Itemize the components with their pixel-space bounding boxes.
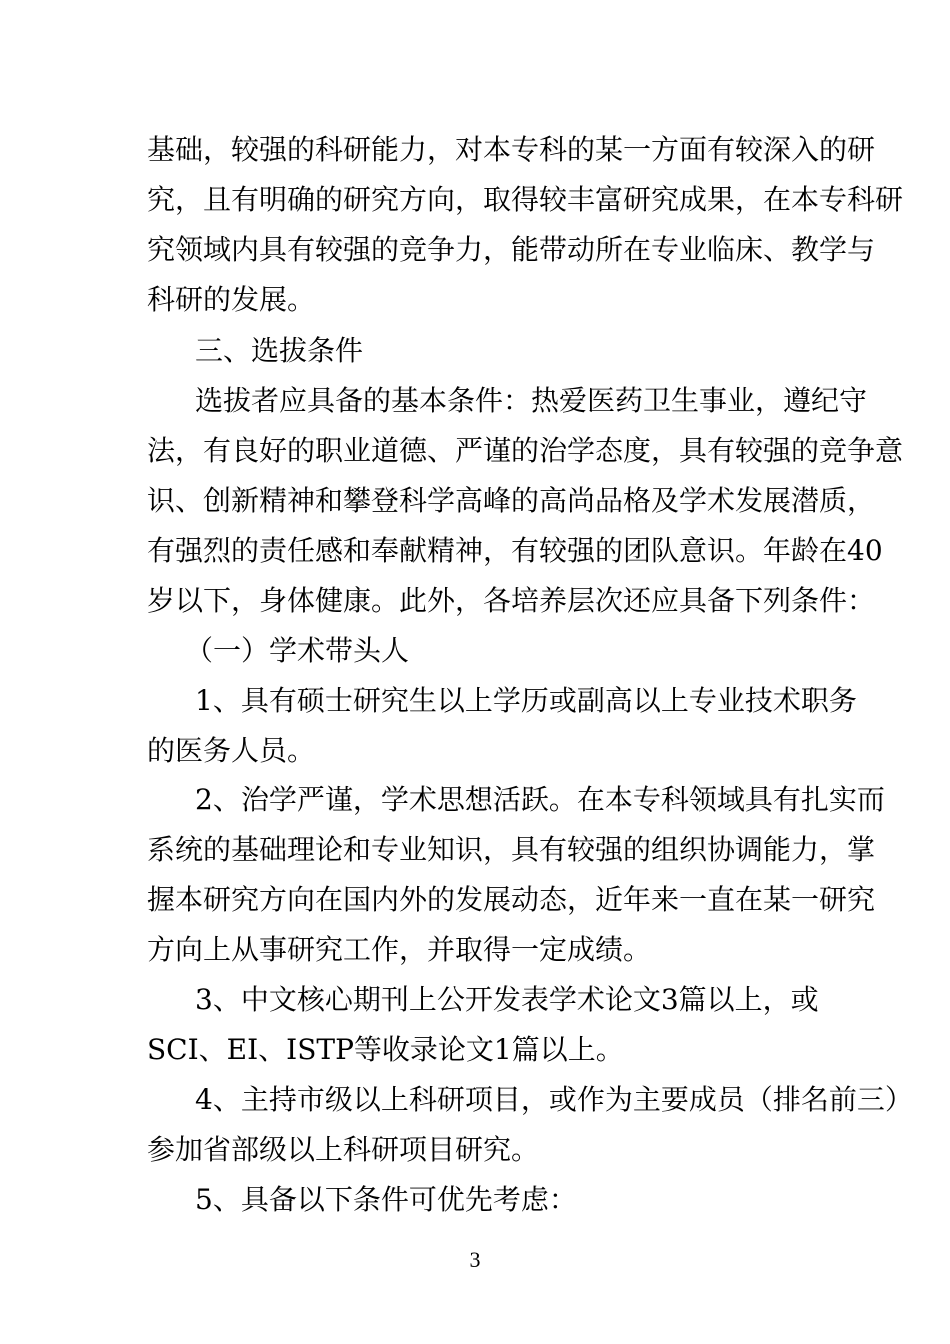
subsection-heading: （一）学术带头人 [185,634,410,667]
body-line: 握本研究方向在国内外的发展动态，近年来一直在某一研究 [147,883,876,916]
body-line: 有强烈的责任感和奉献精神，有较强的团队意识。年龄在40 [147,534,883,567]
body-line: 的医务人员。 [147,734,316,767]
page-number: 3 [469,1247,481,1272]
body-line: 参加省部级以上科研项目研究。 [147,1133,540,1166]
body-line: 科研的发展。 [147,283,316,316]
body-line: SCI、EI、ISTP等收录论文1篇以上。 [147,1033,624,1066]
body-line: 1、具有硕士研究生以上学历或副高以上专业技术职务 [195,684,857,717]
body-line: 5、具备以下条件可优先考虑： [195,1183,577,1216]
body-line: 4、主持市级以上科研项目，或作为主要成员（排名前三） [195,1083,913,1116]
body-line: 识、创新精神和攀登科学高峰的高尚品格及学术发展潜质， [147,484,876,517]
body-line: 究领域内具有较强的竞争力，能带动所在专业临床、教学与 [147,233,876,266]
section-heading: 三、选拔条件 [195,334,364,367]
body-line: 2、治学严谨，学术思想活跃。在本专科领域具有扎实而 [195,783,885,816]
body-line: 究，且有明确的研究方向，取得较丰富研究成果，在本专科研 [147,183,904,216]
body-line: 系统的基础理论和专业知识，具有较强的组织协调能力，掌 [147,833,876,866]
body-line: 岁以下，身体健康。此外，各培养层次还应具备下列条件： [147,584,876,617]
body-line: 选拔者应具备的基本条件：热爱医药卫生事业，遵纪守 [195,384,868,417]
body-line: 法，有良好的职业道德、严谨的治学态度，具有较强的竞争意 [147,434,904,467]
body-line: 方向上从事研究工作，并取得一定成绩。 [147,933,652,966]
body-line: 3、中文核心期刊上公开发表学术论文3篇以上，或 [195,983,819,1016]
body-line: 基础，较强的科研能力，对本专科的某一方面有较深入的研 [147,133,876,166]
